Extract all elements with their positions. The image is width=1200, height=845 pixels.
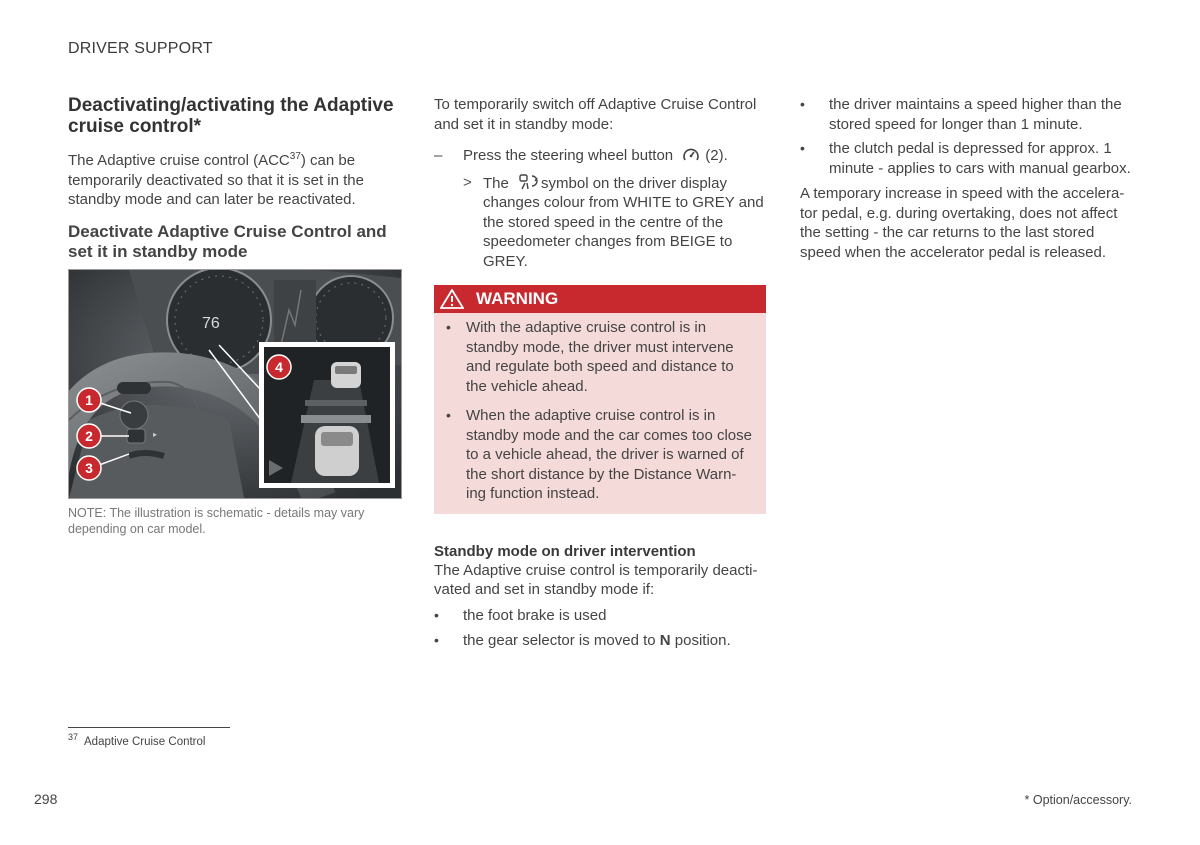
option-accessory-note: * Option/accessory. (1024, 793, 1132, 807)
warning-title: WARNING (476, 289, 559, 308)
svg-text:1: 1 (85, 391, 93, 408)
intro-paragraph (68, 147, 402, 210)
list-item: • the foot brake is used (434, 606, 607, 624)
callout-2 (77, 424, 101, 448)
acc-symbol-icon (518, 173, 536, 189)
callout-4 (267, 355, 291, 379)
instruction-intro: To temporarily switch off Adaptive Cruise Control and set it in standby mode: (434, 96, 757, 133)
svg-text:4: 4 (275, 358, 283, 375)
column-middle (434, 95, 768, 651)
speed-readout: 76 (202, 314, 220, 332)
intro-pre: The Adaptive cruise control (ACC (68, 152, 290, 169)
column-left (68, 95, 402, 537)
warning-item: • When the adaptive cruise control is in standby mode and the car comes too close to a vehicle ahead, the driver is warned of the short distance by the Distance Warn-ing function instead. (446, 407, 752, 502)
list-item: • the driver maintains a speed higher than the stored speed for longer than 1 minute. (800, 96, 1122, 133)
bullet: • (446, 319, 451, 335)
step-text: Press the steering wheel button (463, 147, 674, 164)
step-dash: – (434, 147, 443, 164)
result-pre: The (483, 174, 509, 192)
callout-3 (77, 456, 101, 480)
footnote-divider (68, 727, 230, 728)
instruction-step (434, 146, 768, 166)
result-arrow: > (463, 173, 472, 191)
page-number: 298 (34, 791, 58, 807)
steering-wheel-illustration (69, 270, 401, 498)
svg-text:3: 3 (85, 459, 93, 476)
warning-triangle-icon (440, 289, 464, 309)
list-item: • the gear selector is moved to N position. (434, 632, 731, 649)
result-text: symbol on the driver display changes colour from WHITE to GREY and the stored speed in the centre of the speedometer changes from BEIGE to GREY. (483, 174, 764, 270)
figure-caption: NOTE: The illustration is schematic - details may vary depending on car model. (68, 505, 365, 536)
callout-1 (77, 388, 101, 412)
warning-item: • With the adaptive cruise control is in standby mode, the driver must intervene and regulate both speed and distance to the vehicle ahead. (446, 319, 734, 395)
step-ref: (2). (705, 147, 728, 164)
svg-text:2: 2 (85, 427, 93, 444)
speedometer-icon (682, 147, 700, 163)
list-item: • the clutch pedal is depressed for approx. 1 minute - applies to cars with manual gearbox. (800, 140, 1131, 177)
footnote-ref: 37 (289, 151, 301, 162)
page-title: Deactivating/activating the Adaptive cruise control* (68, 95, 394, 137)
warning-header (434, 285, 766, 313)
illustration (68, 269, 402, 499)
section-subtitle: Deactivate Adaptive Cruise Control and set it in standby mode (68, 221, 387, 261)
warning-box (434, 285, 766, 514)
intro-post: ) can be temporarily deactivated so that it is set in the standby mode and can later be reactivated. (68, 152, 364, 208)
section-header: DRIVER SUPPORT (68, 40, 213, 57)
standby-conditions-list-continued (800, 95, 1135, 178)
standby-intro: The Adaptive cruise control is temporarily deacti-vated and set in standby mode if: (434, 561, 758, 598)
figure-code: G052864 (382, 450, 389, 480)
step-result (434, 173, 768, 272)
accelerator-paragraph: A temporary increase in speed with the accelera-tor pedal, e.g. during overtaking, does not affect the setting - the car returns to the last stored speed when the accelerator pedal is released. (800, 185, 1125, 261)
footnote: $^{37}$ Adaptive Cruise Control (68, 732, 206, 748)
bullet: • (446, 407, 451, 423)
standby-heading: Standby mode on driver intervention (434, 542, 696, 560)
standby-conditions-list (434, 606, 768, 651)
column-right (800, 95, 1135, 262)
svg-text:▸: ▸ (153, 429, 158, 439)
